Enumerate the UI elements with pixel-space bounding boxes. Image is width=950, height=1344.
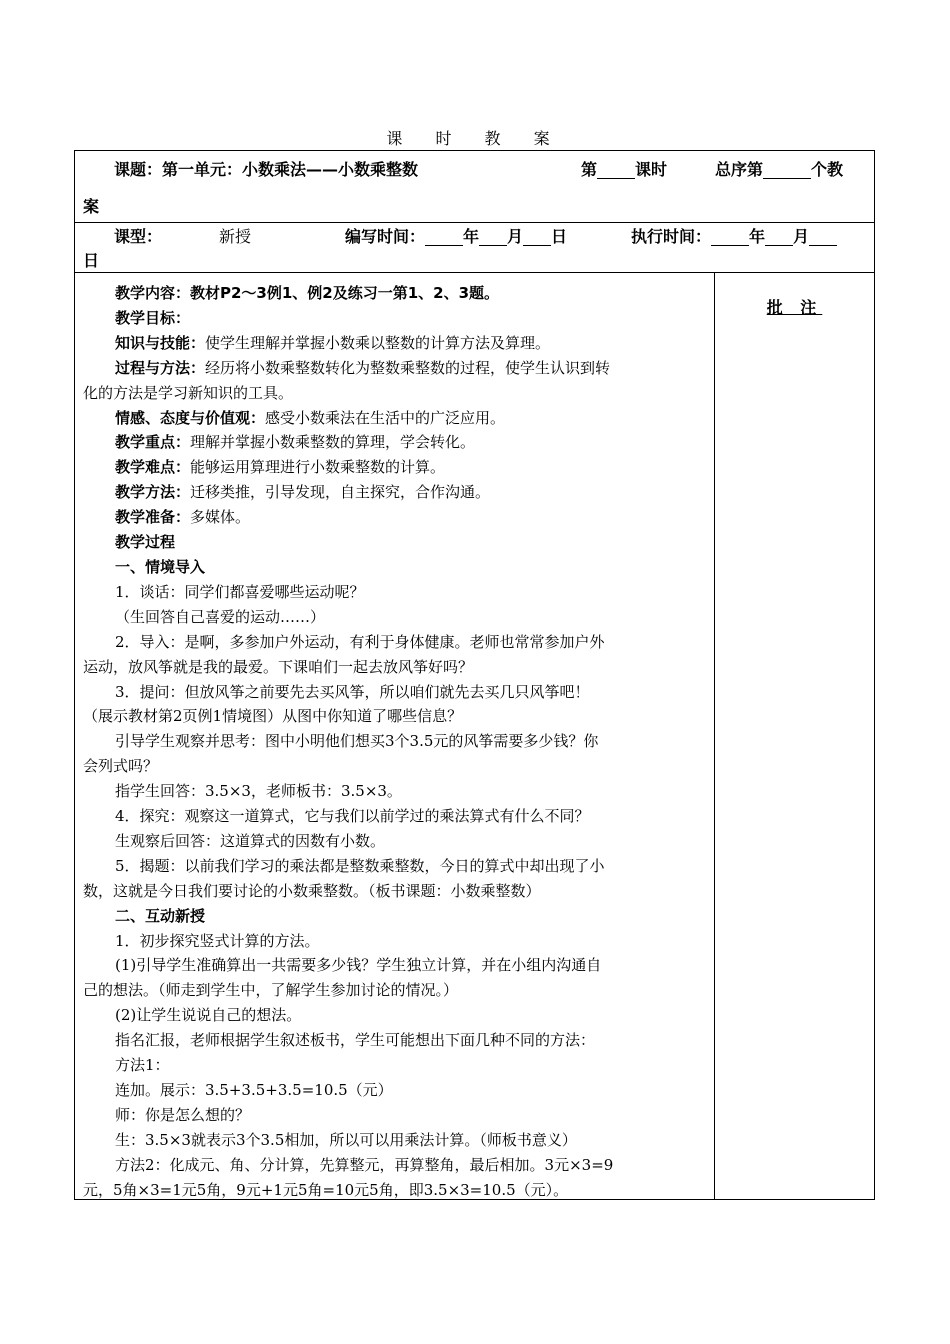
text-line: 连加。展示：3.5+3.5+3.5=10.5（元） [115,1081,393,1099]
exec-time: 执行时间： 年 月 [631,218,837,255]
text-line: 会列式吗？ [83,757,159,776]
info-row [75,222,874,273]
text-line: 3．提问：但放风筝之前要先去买风筝，所以咱们就先去买几只风筝吧！ [115,682,590,701]
goal-knowledge: 知识与技能：使学生理解并掌握小数乘以整数的计算方法及算理。 [115,333,551,352]
text-line: 生：3.5×3就表示3个3.5相加，所以可以用乘法计算。（师板书意义） [115,1130,577,1149]
section-one-heading: 一、情境导入 [115,557,206,576]
content-row [75,273,874,1200]
total-number-wrap: 案 [83,197,100,216]
text-line: 2．导入：是啊，多参加户外运动，有利于身体健康。老师也常常参加户外 [115,632,605,651]
text-line: 4．探究：观察这一道算式，它与我们以前学过的乘法算式有什么不同？ [115,807,590,826]
text-line: （展示教材第2页例1情境图）从图中你知道了哪些信息？ [83,707,463,726]
teaching-content: 教学内容：教材P2～3例1、例2及练习一第1、2、3题。 [115,284,500,302]
side-note-heading: 批 注 [766,298,823,317]
type-label: 课型： [114,227,163,246]
lesson-body [83,281,703,1203]
topic-label: 课题： [114,160,163,179]
text-line: 数，这就是今日我们要讨论的小数乘整数。（板书课题：小数乘整数） [83,881,541,900]
text-line: 师：你是怎么想的？ [115,1105,251,1124]
text-line: 生观察后回答：这道算式的因数有小数。 [115,831,386,850]
teaching-method: 教学方法：迁移类推，引导发现，自主探究，合作沟通。 [115,483,491,502]
topic-value: 第一单元：小数乘法——小数乘整数 [162,160,419,179]
type-value: 新授 [219,227,252,246]
exec-time-day: 日 [83,251,100,270]
total-number: 总序第 个教 [715,160,844,179]
lesson-number: 第 课时 [581,160,668,179]
goal-process: 过程与方法：经历将小数乘整数转化为整数乘整数的过程，使学生认识到转 [115,358,611,377]
goal-process-cont: 化的方法是学习新知识的工具。 [83,383,294,402]
teaching-prep: 教学准备：多媒体。 [115,508,251,527]
text-line: 1．初步探究竖式计算的方法。 [115,931,320,950]
text-line: 1．谈话：同学们都喜爱哪些运动呢？ [115,582,365,601]
text-line: (2)让学生说说自己的想法。 [115,1006,302,1025]
text-line: 引导学生观察并思考：图中小明他们想买3个3.5元的风筝需要多少钱？你 [115,732,599,751]
text-line: 己的想法。（师走到学生中，了解学生参加讨论的情况。） [83,981,459,1000]
goal-emotion: 情感、态度与价值观：感受小数乘法在生活中的广泛应用。 [115,408,506,427]
write-time: 编写时间： 年 月 日 [345,227,568,246]
document-title: 课 时 教 案 [386,129,564,148]
text-line: (1)引导学生准确算出一共需要多少钱？学生独立计算，并在小组内沟通自 [115,956,602,975]
column-divider [714,273,715,1200]
key-point: 教学重点：理解并掌握小数乘整数的算理，学会转化。 [115,433,476,452]
process-heading: 教学过程 [115,533,176,552]
text-line: 5．揭题：以前我们学习的乘法都是整数乘整数，今日的算式中却出现了小 [115,856,605,875]
text-line: （生回答自己喜爱的运动……） [115,607,326,626]
text-line: 指学生回答：3.5×3，老师板书：3.5×3。 [115,782,402,801]
text-line: 指名汇报，老师根据学生叙述板书，学生可能想出下面几种不同的方法： [115,1031,596,1050]
text-line: 元，5角×3=1元5角，9元+1元5角=10元5角，即3.5×3=10.5（元）。 [83,1180,569,1199]
difficult-point: 教学难点：能够运用算理进行小数乘整数的计算。 [115,458,446,477]
text-line: 运动，放风筝就是我的最爱。下课咱们一起去放风筝好吗？ [83,657,474,676]
lesson-plan-table [74,150,875,1200]
text-line: 方法2：化成元、角、分计算，先算整元，再算整角，最后相加。3元×3=9 [115,1155,614,1174]
text-line: 方法1： [115,1056,170,1075]
teaching-goals-label: 教学目标： [115,308,191,327]
section-two-heading: 二、互动新授 [115,906,206,925]
topic-row [75,151,874,223]
